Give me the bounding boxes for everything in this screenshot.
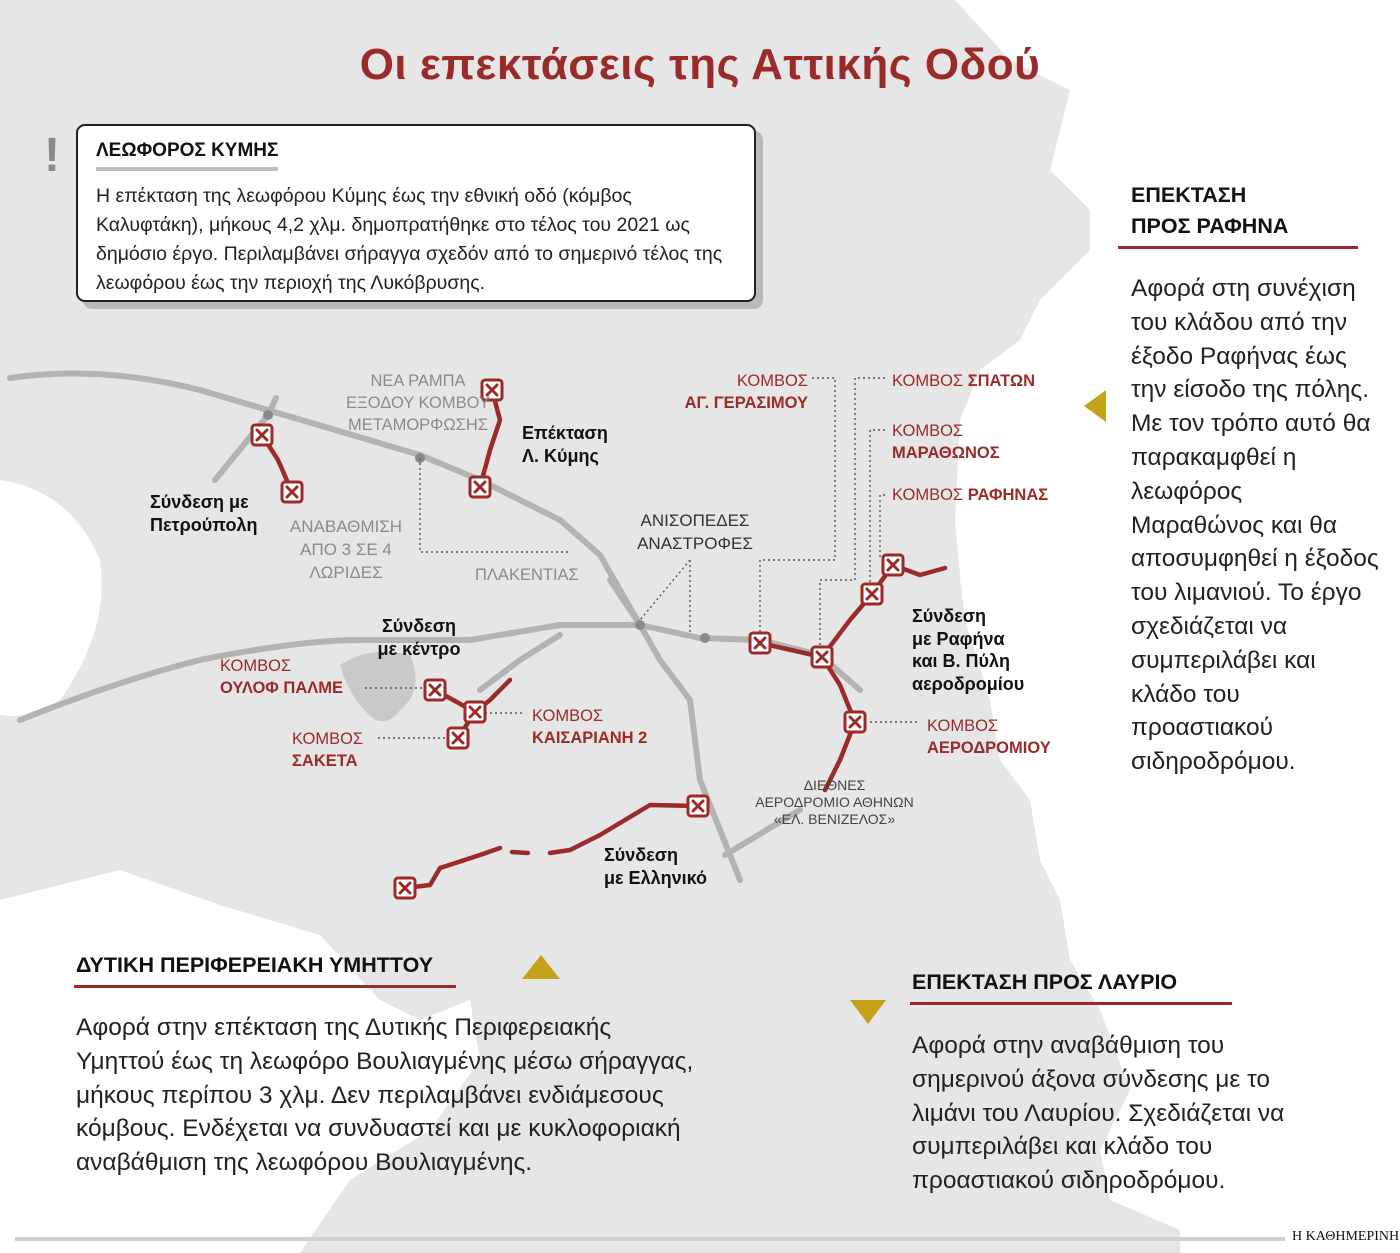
section-lavrio-heading: ΕΠΕΚΤΑΣΗ ΠΡΟΣ ΛΑΥΡΙΟ: [912, 970, 1178, 994]
exclamation-icon: !: [44, 129, 60, 182]
label-spaton: ΚΟΜΒΟΣ ΣΠΑΤΩΝ: [892, 372, 1036, 390]
section-lavrio-rule: [910, 1002, 1232, 1005]
label-aerodromiou: ΚΟΜΒΟΣ ΑΕΡΟΔΡΟΜΙΟΥ: [927, 717, 1051, 757]
section-ymittos-text: Αφορά στην επέκταση της Δυτικής Περιφερειακής Υμηττού έως τη λεωφόρο Βουλιαγμένης μέσω σήραγγας, μήκους περίπου 3 χλμ. Δεν περιλαμβάνει ενδιάμεσους κόμβους. Ενδέχεται να συνδυαστεί και με κυκλοφοριακή αναβάθμιση της λεωφόρου Βουλιαγμένης.: [76, 1014, 694, 1177]
label-petroupoli: Σύνδεση με Πετρούπολη: [150, 492, 258, 535]
junction-marker-icon: [862, 584, 882, 604]
label-nea-rampa: ΝΕΑ ΡΑΜΠΑ ΕΞΟΔΟΥ ΚΟΜΒΟΥ ΜΕΤΑΜΟΡΦΩΣΗΣ: [346, 372, 490, 434]
section-rafina-text: Αφορά στη συνέχιση του κλάδου από την έξοδο Ραφήνας έως την είσοδο της πόλης. Με τον τρόπο αυτό θα παρακαμφθεί η λεωφόρος Μαραθώνος και θα αποσυμφηθεί η έξοδος του λιμανιού. Το έργο σχεδιάζεται να συμπεριλάβει και κλάδο του προαστιακού σιδηροδρόμου.: [1131, 275, 1379, 776]
footer-rule: [15, 1237, 1285, 1241]
label-olof-palme: ΚΟΜΒΟΣ ΟΥΛΟΦ ΠΑΛΜΕ: [220, 657, 343, 697]
node-metamorfosi: [263, 410, 273, 420]
junction-marker-icon: [448, 728, 468, 748]
node-anastrofi-1: [635, 620, 645, 630]
section-ymittos-rule: [74, 985, 456, 988]
label-plakentias: ΠΛΑΚΕΝΤΙΑΣ: [475, 566, 579, 584]
section-rafina-rule: [1118, 246, 1358, 249]
node-anastrofi-2: [700, 633, 710, 643]
label-ellinikon: Σύνδεση με Ελληνικό: [604, 845, 708, 888]
junction-marker-icon: [282, 482, 302, 502]
junction-marker-icon: [883, 555, 903, 575]
ext-ellinikon-gap: [512, 852, 528, 853]
label-rafinas: ΚΟΜΒΟΣ ΡΑΦΗΝΑΣ: [892, 486, 1049, 504]
junction-marker-icon: [688, 796, 708, 816]
junction-marker-icon: [252, 425, 272, 445]
info-box-text: Η επέκταση της λεωφόρου Κύμης έως την εθνική οδό (κόμβος Καλυφτάκη), μήκους 4,2 χλμ. δημοπρατήθηκε στο τέλος του 2021 ως δημόσιο έργο. Περιλαμβάνει σήραγγα σχεδόν από το σημερινό τέλος της λεωφόρου έως την περιοχή της Λυκόβρυσης.: [96, 185, 723, 294]
arrow-up-icon: [522, 955, 562, 981]
junction-marker-icon: [465, 702, 485, 722]
junction-marker-icon: [425, 680, 445, 700]
label-rafina-link: Σύνδεση με Ραφήνα και Β. Πύλη αεροδρομίου: [912, 606, 1025, 694]
label-anisopedes: ΑΝΙΣΟΠΕΔΕΣ ΑΝΑΣΤΡΟΦΕΣ: [637, 511, 753, 553]
section-lavrio-text: Αφορά στην αναβάθμιση του σημερινού άξονα σύνδεσης με το λιμάνι του Λαυρίου. Σχεδιάζεται να συμπεριλάβει και κλάδο του προαστιακού σιδηροδρόμου.: [912, 1032, 1285, 1195]
section-rafina-heading-2: ΠΡΟΣ ΡΑΦΗΝΑ: [1131, 214, 1289, 238]
label-anavathmisi: ΑΝΑΒΑΘΜΙΣΗ ΑΠΟ 3 ΣΕ 4 ΛΩΡΙΔΕΣ: [289, 517, 403, 582]
arrow-left-icon: [1084, 390, 1108, 422]
label-marathonos: ΚΟΜΒΟΣ ΜΑΡΑΘΩΝΟΣ: [892, 422, 1000, 462]
junction-marker-icon: [395, 878, 415, 898]
junction-marker-icon: [845, 712, 865, 732]
section-rafina-heading-1: ΕΠΕΚΤΑΣΗ: [1131, 183, 1247, 207]
junction-marker-icon: [470, 477, 490, 497]
label-ag-gerasimou: ΚΟΜΒΟΣ ΑΓ. ΓΕΡΑΣΙΜΟΥ: [684, 372, 808, 412]
arrow-down-icon: [850, 1000, 888, 1026]
label-airport: ΔΙΕΘΝΕΣ ΑΕΡΟΔΡΟΜΙΟ ΑΘΗΝΩΝ «ΕΛ. ΒΕΝΙΖΕΛΟΣ»: [755, 777, 914, 827]
label-kentro: Σύνδεση με κέντρο: [377, 616, 461, 659]
section-ymittos-heading: ΔΥΤΙΚΗ ΠΕΡΙΦΕΡΕΙΑΚΗ ΥΜΗΤΤΟΥ: [76, 953, 434, 977]
brand-logo: Η ΚΑΘΗΜΕΡΙΝΗ: [1292, 1229, 1400, 1244]
junction-marker-icon: [750, 633, 770, 653]
info-box-heading: ΛΕΩΦΟΡΟΣ ΚΥΜΗΣ: [96, 140, 278, 171]
label-kymis-extension: Επέκταση Λ. Κύμης: [522, 423, 608, 466]
page-title: Οι επεκτάσεις της Αττικής Οδού: [359, 40, 1041, 89]
label-kaisariani: ΚΟΜΒΟΣ ΚΑΙΣΑΡΙΑΝΗ 2: [532, 707, 648, 747]
junction-marker-icon: [812, 647, 832, 667]
label-saketa: ΚΟΜΒΟΣ ΣΑΚΕΤΑ: [292, 730, 364, 770]
info-box-kymis: [76, 124, 756, 302]
